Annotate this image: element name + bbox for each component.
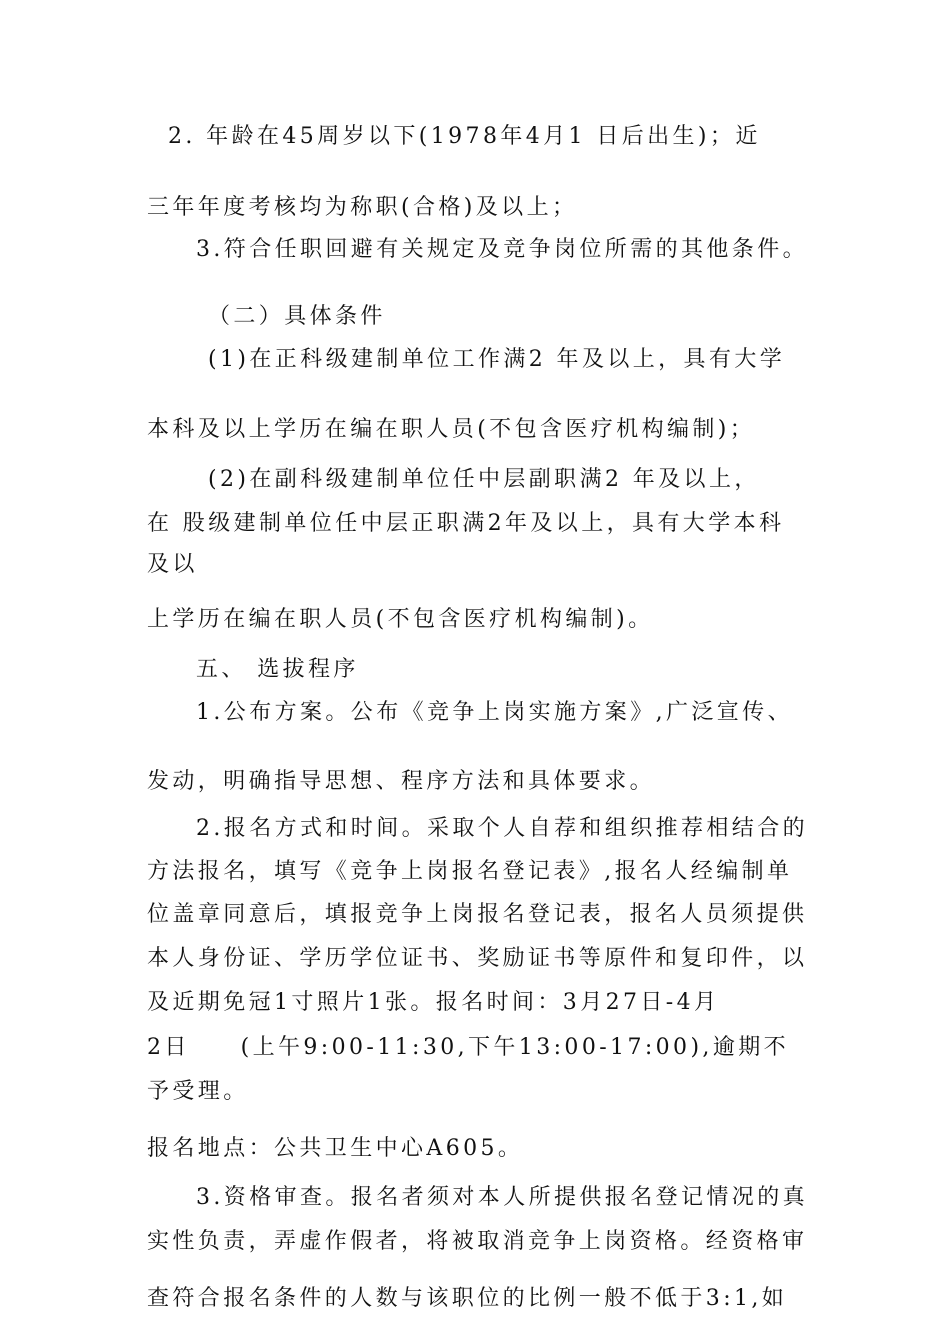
text-line: 3.符合任职回避有关规定及竞争岗位所需的其他条件。 [196,237,808,262]
text-line: 在 股级建制单位任中层正职满2年及以上，具有大学本科 [147,511,785,536]
text-line: 2.报名方式和时间。采取个人自荐和组织推荐相结合的 [196,816,808,841]
text-line: 本科及以上学历在编在职人员(不包含医疗机构编制)； [147,417,756,442]
text-line: 发动，明确指导思想、程序方法和具体要求。 [147,769,656,794]
section-heading: （二）具体条件 [208,304,386,329]
text-line: 2. 年龄在45周岁以下(1978年4月1 日后出生)；近 [168,124,761,149]
text-line: 实性负责，弄虚作假者，将被取消竞争上岗资格。经资格审 [147,1229,807,1254]
text-line: 及以 [147,552,198,577]
text-line: 上学历在编在职人员(不包含医疗机构编制)。 [147,607,654,632]
text-line: 予受理。 [147,1079,249,1104]
text-line: 查符合报名条件的人数与该职位的比例一般不低于3:1,如 [147,1286,788,1311]
text-line: (1)在正科级建制单位工作满2 年及以上，具有大学 [208,347,786,372]
text-line: 3.资格审查。报名者须对本人所提供报名登记情况的真 [196,1185,808,1210]
text-line: 本人身份证、学历学位证书、奖励证书等原件和复印件，以 [147,946,807,971]
section-heading: 五、 选拔程序 [196,657,359,682]
text-line: 及近期免冠1寸照片1张。报名时间：3月27日-4月 [147,990,720,1015]
text-line: 2日 (上午9:00-11:30,下午13:00-17:00),逾期不 [147,1035,790,1060]
text-line: 方法报名，填写《竞争上岗报名登记表》,报名人经编制单 [147,859,793,884]
text-line: (2)在副科级建制单位任中层副职满2 年及以上， [208,467,760,492]
text-line: 报名地点：公共卫生中心A605。 [147,1136,524,1161]
text-line: 位盖章同意后，填报竞争上岗报名登记表，报名人员须提供 [147,902,807,927]
text-line: 三年年度考核均为称职(合格)及以上； [147,195,578,220]
text-line: 1.公布方案。公布《竞争上岗实施方案》,广泛宣传、 [196,700,793,725]
